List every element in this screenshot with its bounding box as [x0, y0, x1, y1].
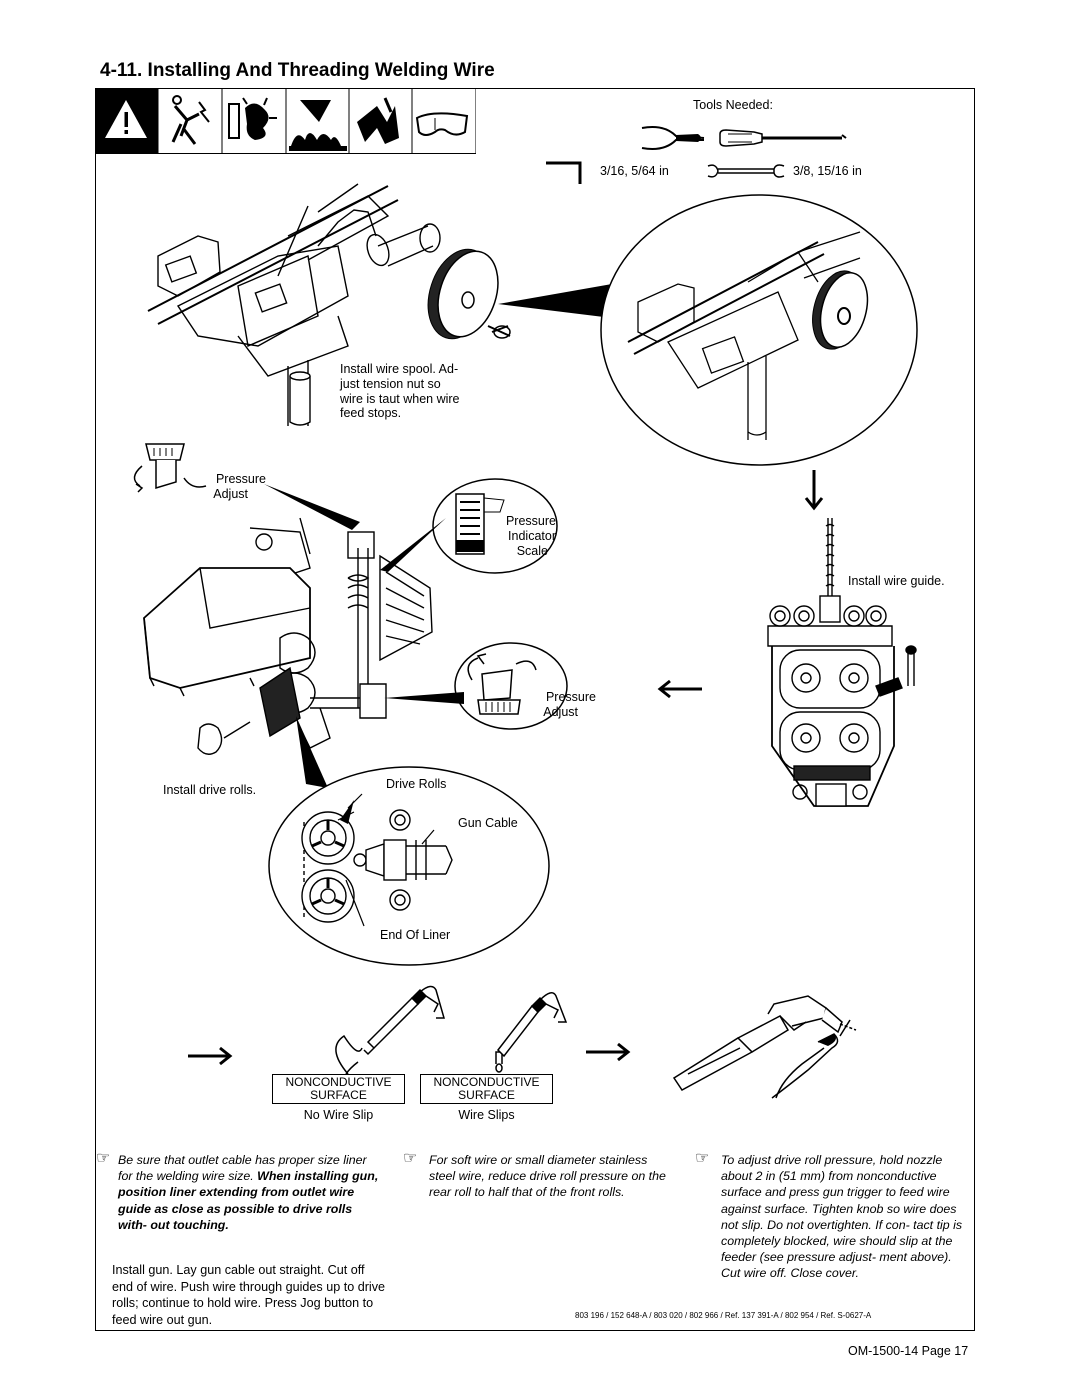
pressure-indicator-label: Pressure Indicator Scale [505, 514, 556, 558]
gun-test-no-slip [318, 978, 448, 1076]
install-wire-guide-label: Install wire guide. [848, 574, 945, 588]
gun-cable-label: Gun Cable [458, 816, 518, 830]
reference-numbers: 803 196 / 152 648-A / 803 020 / 802 966 / Ref. 137 391-A / 802 954 / Ref. S-0627-A [575, 1311, 872, 1320]
screwdriver-icon [718, 128, 850, 148]
wire-slips-caption: Wire Slips [458, 1108, 515, 1122]
note-outlet-liner: ☞ Be sure that outlet cable has proper size liner for the welding wire size. When installing gun, position liner extending from outlet wire guide as close as possible to drive rolls with- out touching. [96, 1150, 379, 1232]
pointer-wedge-3 [382, 690, 466, 710]
gun-cut-wire-illustration [668, 990, 868, 1100]
drive-rolls-label: Drive Rolls [386, 777, 447, 791]
pressure-adjust-label-2: Pressure Adjust [543, 690, 596, 719]
allen-wrench-sizes: 3/16, 5/64 in [600, 164, 669, 178]
install-gun-text: Install gun. Lay gun cable out straight. Cut off end of wire. Push wire through guides up to drive rolls; continue to hold wire. Press Jog button to feed wire out gun. [112, 1263, 386, 1327]
pointing-hand-icon: ☞ [96, 1150, 111, 1167]
nonconductive-surface-box-2: NONCONDUCTIVE SURFACE [420, 1074, 553, 1104]
section-title: 4-11. Installing And Threading Welding Wire [100, 60, 495, 81]
spool-instruction: Install wire spool. Ad- just tension nut so wire is taut when wire feed stops. [340, 362, 460, 421]
end-of-liner-label: End Of Liner [380, 928, 451, 942]
note-drive-roll-pressure: ☞ To adjust drive roll pressure, hold nozzle about 2 in (51 mm) from nonconductive surface and press gun trigger to feed wire against surface. Tighten knob so wire does not slip. Do not overtighten. If con- tact tip is completely blocked, wire should slip at the feeder (see pressure adjust- ment above). Cut wire off. Close cover. [695, 1150, 963, 1281]
gun-test-slips [462, 978, 582, 1076]
wrench-sizes: 3/8, 15/16 in [793, 164, 862, 178]
safety-symbol-strip [95, 88, 476, 154]
pressure-adjust-label-1: Pressure Adjust [213, 472, 266, 501]
right-arrow-icon [186, 1044, 234, 1068]
allen-wrench-icon [544, 160, 584, 186]
open-end-wrench-icon [706, 163, 786, 179]
spool-detail-circle [598, 192, 920, 468]
page-footer: OM-1500-14 Page 17 [848, 1344, 969, 1358]
pointing-hand-icon: ☞ [403, 1150, 418, 1167]
cutter-pliers-icon [640, 122, 706, 154]
install-drive-rolls-label: Install drive rolls. [163, 783, 257, 797]
left-arrow-icon [656, 677, 704, 701]
right-arrow-icon-2 [584, 1040, 632, 1064]
tools-heading: Tools Needed: [693, 98, 773, 112]
wire-guide-illustration [758, 516, 934, 824]
note-soft-wire: ☞ For soft wire or small diameter stainless steel wire, reduce drive roll pressure on the rear roll to half that of the front rolls. [403, 1150, 666, 1200]
down-arrow-icon [802, 468, 826, 512]
nonconductive-surface-box-1: NONCONDUCTIVE SURFACE [272, 1074, 405, 1104]
pointing-hand-icon: ☞ [695, 1150, 710, 1167]
hazard-icons [95, 88, 476, 154]
no-wire-slip-caption: No Wire Slip [303, 1108, 374, 1122]
